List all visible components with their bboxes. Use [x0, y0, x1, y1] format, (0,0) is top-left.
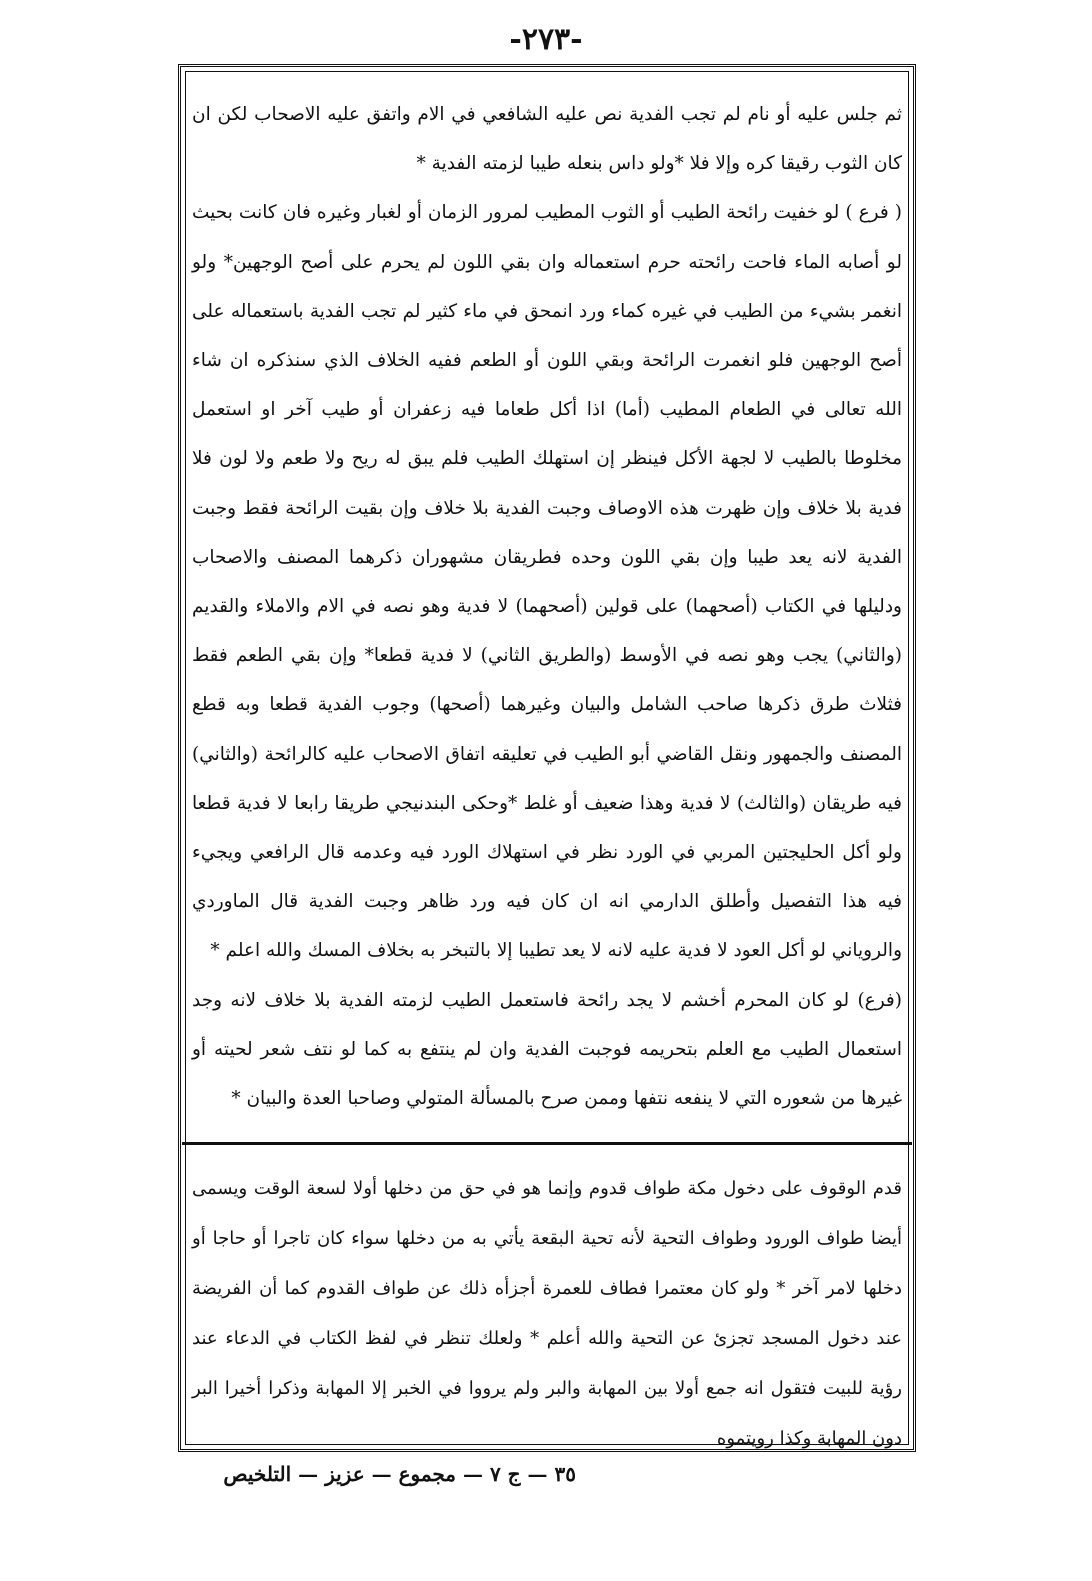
- footnote-text: [192, 1164, 902, 1464]
- printer-signature: ٣٥ — ج ٧ — مجموع — عزيز — التلخيص: [223, 1462, 576, 1486]
- paragraph: ثم جلس عليه أو نام لم تجب الفدية نص عليه الشافعي في الام واتفق عليه الاصحاب لكن ان كان الثوب رقيقا كره وإلا فلا *ولو داس بنعله طيبا لزمته الفدية *: [192, 104, 902, 175]
- page-number: -٢٧٣-: [509, 22, 583, 57]
- paragraph: ( فرع ) لو خفيت رائحة الطيب أو الثوب المطيب لمرور الزمان أو لغبار وغيره فان كانت بحيث لو أصابه الماء فاحت رائحته حرم استعماله وان بقي اللون لم يحرم على أصح الوجهين* ولو انغمر بشيء من الطيب في غيره كماء ورد انمحق في ماء كثير لم تجب الفدية باستعماله على أصح الوجهين فلو انغمرت الرائحة وبقي اللون أو الطعم ففيه الخلاف الذي سنذكره ان شاء الله تعالى في الطعام المطيب (أما) اذا أكل طعاما فيه زعفران أو طيب آخر او استعمل مخلوطا بالطيب لا لجهة الأكل فينظر إن استهلك الطيب فلم يبق له ريح ولا طعم ولا لون فلا فدية بلا خلاف وإن ظهرت هذه الاوصاف وجبت الفدية بلا خلاف وإن بقيت الرائحة فقط وجبت الفدية لانه يعد طيبا وإن بقي اللون وحده فطريقان مشهوران ذكرهما المصنف والاصحاب ودليلها في الكتاب (أصحهما) على قولين (أصحهما) لا فدية وهو نصه في الام والاملاء والقديم (والثاني) يجب وهو نصه في الأوسط (والطريق الثاني) لا فدية قطعا* وإن بقي الطعم فقط فثلاث طرق ذكرها صاحب الشامل والبيان وغيرهما (أصحها) وجوب الفدية قطعا وبه قطع المصنف والجمهور ونقل القاضي أبو الطيب في تعليقه اتفاق الاصحاب عليه كالرائحة (والثاني) فيه طريقان (والثالث) لا فدية وهذا ضعيف أو غلط *وحكى البندنيجي طريقا رابعا لا فدية قطعا ولو أكل الحليجتين المربي في الورد نظر في استهلاك الورد فيه وعدمه قال الرافعي ويجيء فيه هذا التفصيل وأطلق الدارمي انه ان كان فيه ورد ظاهر وجبت الفدية قال الماوردي والروياني لو أكل العود لا فدية عليه لانه لا يعد تطيبا إلا بالتبخر به بخلاف المسك والله اعلم *: [192, 202, 902, 962]
- footnote-separator: [182, 1142, 912, 1145]
- footnote-paragraph: قدم الوقوف على دخول مكة طواف قدوم وإنما هو في حق من دخلها أولا لسعة الوقت ويسمى أيضا طواف الورود وطواف التحية لأنه تحية البقعة يأتي به من دخلها سواء كان تاجرا أو حاجا أو دخلها لامر آخر * ولو كان معتمرا فطاف للعمرة أجزأه ذلك عن طواف القدوم كما أن الفريضة عند دخول المسجد تجزئ عن التحية والله أعلم * ولعلك تنظر في لفظ الكتاب في الدعاء عند رؤية للبيت فتقول انه جمع أولا بين المهابة والبر ولم يرووا في الخبر إلا المهابة وذكرا أخيرا البر دون المهابة وكذا رويتموه: [192, 1178, 902, 1449]
- paragraph: (فرع) لو كان المحرم أخشم لا يجد رائحة فاستعمل الطيب لزمته الفدية بلا خلاف لانه وجد استعمال الطيب مع العلم بتحريمه فوجبت الفدية وان لم ينتفع به كما لو نتف شعر لحيته أو غيرها من شعوره التي لا ينفعه نتفها وممن صرح بالمسألة المتولي وصاحبا العدة والبيان *: [192, 989, 902, 1110]
- main-text: [192, 90, 902, 1123]
